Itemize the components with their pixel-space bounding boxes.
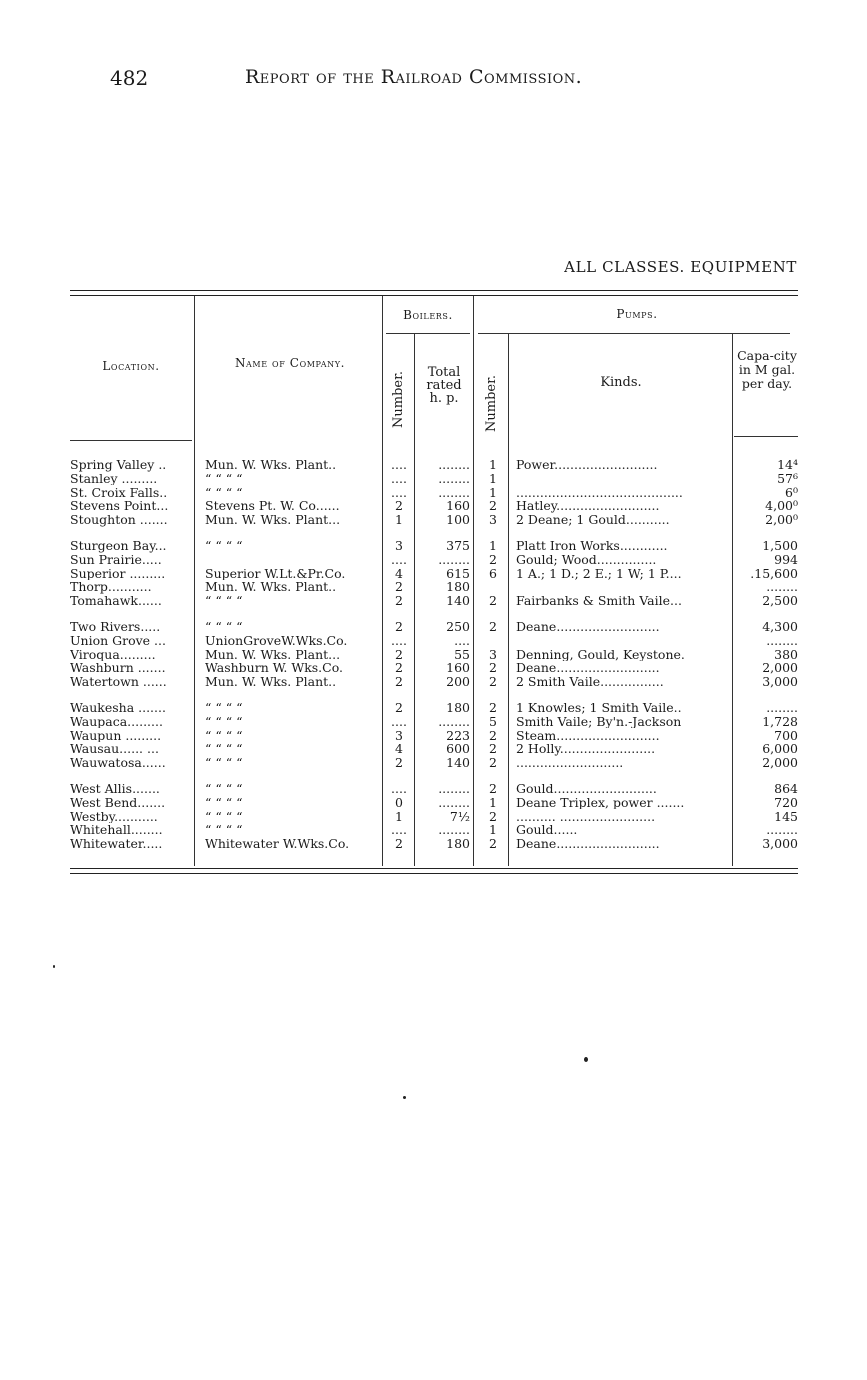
pump-number-cell: 2	[489, 742, 497, 756]
capacity-cell: 14⁴	[777, 458, 798, 472]
capacity-cell: 6⁰	[785, 485, 798, 500]
total-hp-cell: 180	[446, 701, 470, 715]
table-row	[0, 675, 867, 689]
table-bottom-rule-thick	[70, 873, 798, 874]
pump-kinds-cell: Platt Iron Works............	[516, 539, 668, 553]
location-cell: Union Grove ...	[70, 633, 166, 648]
total-hp-cell: 160	[446, 661, 470, 675]
pump-kinds-cell: Steam..........................	[516, 728, 660, 743]
scan-speck	[403, 1096, 406, 1099]
boiler-number-cell: 2	[395, 580, 403, 594]
pump-number-cell: 1	[489, 539, 497, 553]
total-hp-cell: ........	[438, 782, 470, 796]
company-cell: Superior W.Lt.&Pr.Co.	[205, 566, 346, 581]
location-cell: West Allis.......	[70, 782, 160, 796]
total-hp-cell: 600	[446, 742, 470, 756]
capacity-cell: 720	[774, 795, 798, 810]
pump-number-cell: 3	[489, 513, 497, 527]
pump-number-cell: 1	[489, 823, 497, 837]
pump-kinds-cell: Gould; Wood...............	[516, 552, 657, 567]
boiler-number-cell: 2	[395, 661, 403, 675]
table-row	[0, 756, 867, 770]
boiler-number-cell: ....	[391, 782, 407, 796]
company-cell: “ “ “ “	[205, 485, 243, 500]
boiler-number-cell: 2	[395, 594, 403, 608]
capacity-cell: 2,00⁰	[765, 513, 798, 527]
header-pumps: Pumps.	[616, 307, 658, 321]
scan-speck	[584, 1057, 588, 1062]
capacity-cell: 145	[774, 809, 798, 824]
total-hp-cell: 180	[446, 837, 470, 851]
table-row	[0, 594, 867, 608]
company-cell: UnionGroveW.Wks.Co.	[205, 633, 348, 648]
pump-kinds-cell: Gould..........................	[516, 782, 657, 796]
company-cell: Washburn W. Wks.Co.	[205, 661, 343, 675]
total-hp-cell: 55	[454, 647, 470, 662]
location-cell: Tomahawk......	[70, 594, 162, 608]
section-title: ALL CLASSES. EQUIPMENT	[564, 258, 797, 276]
pump-kinds-cell: Deane..........................	[516, 620, 660, 634]
pump-kinds-cell: Deane Triplex, power .......	[516, 795, 685, 810]
capacity-cell: ........	[766, 580, 798, 594]
company-cell: “ “ “ “	[205, 539, 243, 553]
capacity-cell: 3,000	[762, 837, 798, 851]
company-cell: “ “ “ “	[205, 471, 243, 486]
table-row	[0, 796, 867, 810]
company-cell: “ “ “ “	[205, 728, 243, 743]
boiler-number-cell: 2	[395, 675, 403, 689]
pump-number-cell: 2	[489, 701, 497, 715]
boiler-number-cell: 1	[395, 513, 403, 527]
location-cell: Whitewater.....	[70, 837, 163, 851]
boiler-number-cell: 2	[395, 837, 403, 851]
capacity-cell: 4,00⁰	[765, 499, 798, 513]
table-row	[0, 458, 867, 472]
boiler-number-cell: 2	[395, 756, 403, 770]
boiler-number-cell: 3	[395, 728, 403, 743]
location-cell: Viroqua.........	[70, 647, 156, 662]
location-cell: Waupaca.........	[70, 714, 163, 729]
boiler-number-cell: 1	[395, 809, 403, 824]
location-cell: Sun Prairie.....	[70, 552, 162, 567]
location-cell: Sturgeon Bay...	[70, 539, 167, 553]
company-cell: “ “ “ “	[205, 782, 243, 796]
pump-kinds-cell: Gould......	[516, 823, 578, 837]
header-pump-number: Number.	[484, 374, 499, 432]
pump-kinds-cell: Deane..........................	[516, 837, 660, 851]
company-cell: “ “ “ “	[205, 823, 243, 837]
header-boilers: Boilers.	[403, 308, 453, 322]
boiler-number-cell: ....	[391, 471, 407, 486]
location-cell: Westby...........	[70, 809, 158, 824]
pump-number-cell: 3	[489, 647, 497, 662]
pump-number-cell: 2	[489, 782, 497, 796]
capacity-cell: 994	[774, 552, 798, 567]
location-cell: Whitehall........	[70, 823, 163, 837]
total-hp-cell: 180	[446, 580, 470, 594]
company-cell: “ “ “ “	[205, 795, 243, 810]
pump-kinds-cell: Hatley..........................	[516, 499, 660, 513]
pump-kinds-cell: Deane..........................	[516, 661, 660, 675]
total-hp-cell: 100	[446, 513, 470, 527]
pump-kinds-cell: 1 Knowles; 1 Smith Vaile..	[516, 701, 682, 715]
location-cell: Thorp...........	[70, 580, 152, 594]
total-hp-cell: ........	[438, 714, 470, 729]
total-hp-cell: 615	[446, 566, 470, 581]
boiler-number-cell: ....	[391, 552, 407, 567]
pump-number-cell: 2	[489, 756, 497, 770]
location-cell: Superior .........	[70, 566, 166, 581]
table-row	[0, 661, 867, 675]
total-hp-cell: 140	[446, 756, 470, 770]
boiler-number-cell: 4	[395, 742, 403, 756]
location-cell: Stanley .........	[70, 471, 158, 486]
total-hp-cell: ........	[438, 552, 470, 567]
table-row	[0, 486, 867, 500]
total-hp-cell: ....	[454, 633, 470, 648]
pump-kinds-cell: Denning, Gould, Keystone.	[516, 647, 685, 662]
company-cell: Mun. W. Wks. Plant...	[205, 513, 341, 527]
capacity-cell: ․15,600	[750, 566, 798, 581]
location-cell: Two Rivers.....	[70, 620, 161, 634]
location-cell: Washburn .......	[70, 661, 166, 675]
company-cell: Mun. W. Wks. Plant..	[205, 458, 337, 472]
boiler-number-cell: ....	[391, 485, 407, 500]
pump-kinds-cell: 2 Holly........................	[516, 742, 656, 756]
company-cell: “ “ “ “	[205, 756, 243, 770]
table-row	[0, 729, 867, 743]
header-kinds: Kinds.	[600, 375, 642, 390]
pump-number-cell: 2	[489, 809, 497, 824]
total-hp-cell: 375	[446, 539, 470, 553]
total-hp-cell: ........	[438, 823, 470, 837]
location-cell: Waukesha .......	[70, 701, 166, 715]
company-cell: “ “ “ “	[205, 594, 243, 608]
location-cell: Wauwatosa......	[70, 756, 166, 770]
table-top-rule	[70, 290, 798, 291]
location-cell: Stevens Point...	[70, 499, 169, 513]
total-hp-cell: 140	[446, 594, 470, 608]
boiler-number-cell: ....	[391, 458, 407, 472]
location-cell: Spring Valley ..	[70, 458, 167, 472]
boiler-number-cell: 2	[395, 701, 403, 715]
table-row	[0, 539, 867, 553]
table-row	[0, 823, 867, 837]
pump-number-cell: 2	[489, 661, 497, 675]
capacity-cell: ........	[766, 633, 798, 648]
table-row	[0, 782, 867, 796]
table-row	[0, 701, 867, 715]
table-row	[0, 472, 867, 486]
boiler-number-cell: ....	[391, 633, 407, 648]
pump-number-cell: 2	[489, 620, 497, 634]
table-row	[0, 715, 867, 729]
header-divider-boilers	[386, 333, 470, 334]
company-cell: “ “ “ “	[205, 701, 243, 715]
pump-kinds-cell: 1 A.; 1 D.; 2 E.; 1 W; 1 P....	[516, 566, 682, 581]
company-cell: Mun. W. Wks. Plant..	[205, 675, 337, 689]
location-cell: West Bend.......	[70, 795, 166, 810]
pump-number-cell: 5	[489, 714, 497, 729]
table-row	[0, 620, 867, 634]
header-total-hp: Total rated h. p.	[426, 365, 462, 406]
total-hp-cell: 200	[446, 675, 470, 689]
capacity-cell: 1,728	[762, 714, 798, 729]
capacity-cell: 1,500	[762, 539, 798, 553]
table-row	[0, 810, 867, 824]
capacity-cell: ........	[766, 701, 798, 715]
page-number: 482	[110, 66, 149, 90]
boiler-number-cell: 3	[395, 539, 403, 553]
total-hp-cell: ........	[438, 471, 470, 486]
table-row	[0, 567, 867, 581]
pump-kinds-cell: Power..........................	[516, 458, 658, 472]
company-cell: Whitewater W.Wks.Co.	[205, 837, 350, 851]
header-company: Name of Company.	[234, 356, 346, 370]
total-hp-cell: 250	[446, 620, 470, 634]
total-hp-cell: ........	[438, 795, 470, 810]
location-cell: Waupun .........	[70, 728, 162, 743]
company-cell: Mun. W. Wks. Plant..	[205, 580, 337, 594]
table-row	[0, 553, 867, 567]
company-cell: Stevens Pt. W. Co......	[205, 499, 340, 513]
total-hp-cell: 160	[446, 499, 470, 513]
scan-speck	[53, 965, 55, 968]
capacity-cell: 2,000	[762, 661, 798, 675]
boiler-number-cell: 0	[395, 795, 403, 810]
location-cell: Stoughton .......	[70, 513, 168, 527]
header-location: Location.	[102, 359, 160, 373]
boiler-number-cell: 4	[395, 566, 403, 581]
capacity-cell: 3,000	[762, 675, 798, 689]
pump-number-cell: 1	[489, 795, 497, 810]
total-hp-cell: ........	[438, 485, 470, 500]
total-hp-cell: ........	[438, 458, 470, 472]
table-top-rule-thin	[70, 295, 798, 296]
table-bottom-rule	[70, 868, 798, 869]
pump-number-cell: 2	[489, 837, 497, 851]
pump-kinds-cell: 2 Deane; 1 Gould...........	[516, 513, 670, 527]
pump-kinds-cell: ..........................................	[516, 485, 683, 500]
boiler-number-cell: 2	[395, 647, 403, 662]
company-cell: “ “ “ “	[205, 620, 243, 634]
capacity-cell: 6,000	[762, 742, 798, 756]
table-row	[0, 499, 867, 513]
pump-number-cell: 2	[489, 728, 497, 743]
pump-number-cell: 1	[489, 458, 497, 472]
pump-kinds-cell: Smith Vaile; By'n.-Jackson	[516, 714, 682, 729]
company-cell: “ “ “ “	[205, 742, 243, 756]
boiler-number-cell: 2	[395, 499, 403, 513]
capacity-cell: 380	[774, 647, 798, 662]
table-row	[0, 742, 867, 756]
capacity-cell: 4,300	[762, 620, 798, 634]
running-head: Report of the Railroad Commission.	[245, 66, 583, 88]
company-cell: Mun. W. Wks. Plant...	[205, 647, 341, 662]
table-row	[0, 513, 867, 527]
boiler-number-cell: 2	[395, 620, 403, 634]
location-cell: Wausau...... ...	[70, 742, 159, 756]
pump-kinds-cell: .......... ........................	[516, 809, 656, 824]
boiler-number-cell: ....	[391, 714, 407, 729]
company-cell: “ “ “ “	[205, 714, 243, 729]
header-bottom-right	[734, 436, 798, 437]
pump-number-cell: 2	[489, 675, 497, 689]
header-boiler-number: Number.	[391, 370, 406, 428]
capacity-cell: 2,000	[762, 756, 798, 770]
total-hp-cell: 223	[446, 728, 470, 743]
table-row	[0, 648, 867, 662]
capacity-cell: ........	[766, 823, 798, 837]
table-row	[0, 580, 867, 594]
location-cell: St. Croix Falls..	[70, 485, 168, 500]
pump-number-cell: 2	[489, 552, 497, 567]
capacity-cell: 700	[774, 728, 798, 743]
company-cell: “ “ “ “	[205, 809, 243, 824]
header-bottom-left	[70, 440, 192, 441]
pump-number-cell: 6	[489, 566, 497, 581]
pump-kinds-cell: 2 Smith Vaile................	[516, 675, 664, 689]
total-hp-cell: 7½	[449, 809, 470, 824]
pump-kinds-cell: Fairbanks & Smith Vaile...	[516, 594, 682, 608]
pump-number-cell: 2	[489, 594, 497, 608]
pump-kinds-cell: ...........................	[516, 756, 624, 770]
header-divider-pumps	[478, 333, 790, 334]
capacity-cell: 2,500	[762, 594, 798, 608]
capacity-cell: 864	[774, 782, 798, 796]
boiler-number-cell: ....	[391, 823, 407, 837]
location-cell: Watertown ......	[70, 675, 167, 689]
pump-number-cell: 2	[489, 499, 497, 513]
capacity-cell: 57⁶	[777, 471, 798, 486]
pump-number-cell: 1	[489, 485, 497, 500]
header-capacity: Capa-city in M gal. per day.	[737, 348, 797, 391]
pump-number-cell: 1	[489, 471, 497, 486]
table-row	[0, 837, 867, 851]
table-row	[0, 634, 867, 648]
